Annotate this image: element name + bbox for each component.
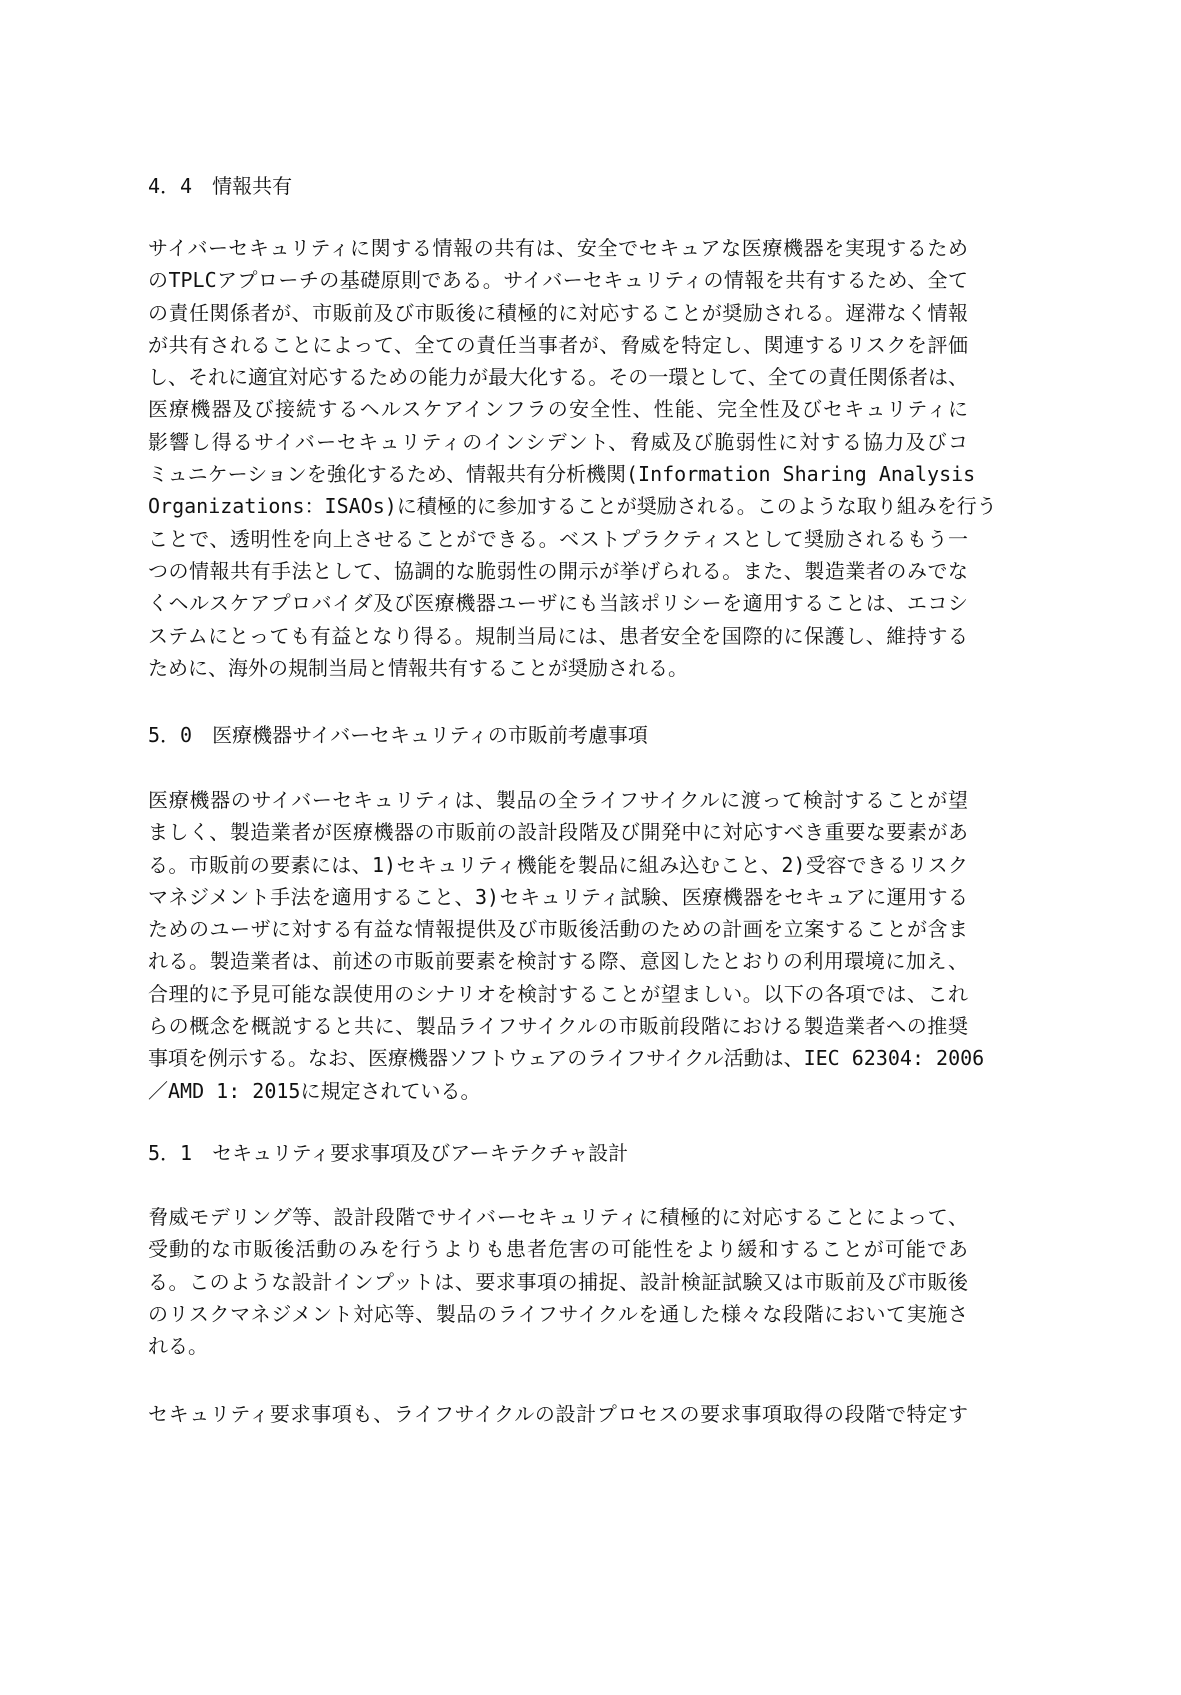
- text-line: し、それに適宜対応するための能力が最大化する。その一環として、全ての責任関係者は、: [148, 365, 968, 390]
- text-line: れる。: [148, 1334, 208, 1359]
- text-line: つの情報共有手法として、協調的な脆弱性の開示が挙げられる。また、製造業者のみでな: [148, 558, 968, 583]
- text-line: ステムにとっても有益となり得る。規制当局には、患者安全を国際的に保護し、維持する: [148, 623, 968, 648]
- text-line: 影響し得るサイバーセキュリティのインシデント、脅威及び脆弱性に対する協力及びコ: [148, 429, 968, 454]
- text-line: らの概念を概説すると共に、製品ライフサイクルの市販前段階における製造業者への推奨: [148, 1014, 968, 1039]
- heading-4-4: 4．4 情報共有: [148, 174, 293, 198]
- text-line: 合理的に予見可能な誤使用のシナリオを検討することが望ましい。以下の各項では、これ: [148, 981, 968, 1006]
- heading-5-0: 5．0 医療機器サイバーセキュリティの市販前考慮事項: [148, 723, 648, 747]
- text-line: ためのユーザに対する有益な情報提供及び市販後活動のための計画を立案することが含ま: [148, 917, 968, 942]
- text-line: れる。製造業者は、前述の市販前要素を検討する際、意図したとおりの利用環境に加え、: [148, 949, 968, 974]
- text-line: のリスクマネジメント対応等、製品のライフサイクルを通した様々な段階において実施さ: [148, 1301, 968, 1326]
- text-line: の責任関係者が、市販前及び市販後に積極的に対応することが奨励される。遅滞なく情報: [148, 300, 968, 325]
- text-line: 受動的な市販後活動のみを行うよりも患者危害の可能性をより緩和することが可能であ: [148, 1237, 968, 1262]
- text-line: ために、海外の規制当局と情報共有することが奨励される。: [148, 655, 688, 680]
- text-line: ミュニケーションを強化するため、情報共有分析機関(Information Sharing Analysis: [148, 462, 976, 487]
- text-line: サイバーセキュリティに関する情報の共有は、安全でセキュアな医療機器を実現するため: [148, 236, 968, 260]
- paragraph-requirements: [148, 1398, 968, 1430]
- text-line: マネジメント手法を適用すること、3)セキュリティ試験、医療機器をセキュアに運用する: [148, 884, 968, 909]
- paragraph-info-sharing: [148, 232, 997, 684]
- text-line: 医療機器のサイバーセキュリティは、製品の全ライフサイクルに渡って検討することが望: [148, 788, 968, 812]
- text-line: 事項を例示する。なお、医療機器ソフトウェアのライフサイクル活動は、IEC 62304: 2006: [148, 1046, 985, 1071]
- text-line: Organizations：ISAOs)に積極的に参加することが奨励される。このような取り組みを行う: [148, 494, 997, 519]
- text-line: 医療機器及び接続するヘルスケアインフラの安全性、性能、完全性及びセキュリティに: [148, 397, 968, 422]
- paragraph-premarket: [148, 784, 985, 1107]
- text-line: 脅威モデリング等、設計段階でサイバーセキュリティに積極的に対応することによって、: [148, 1205, 968, 1229]
- text-line: が共有されることによって、全ての責任当事者が、脅威を特定し、関連するリスクを評価: [148, 332, 968, 357]
- text-line: くヘルスケアプロバイダ及び医療機器ユーザにも当該ポリシーを適用することは、エコシ: [148, 591, 968, 616]
- text-line: セキュリティ要求事項も、ライフサイクルの設計プロセスの要求事項取得の段階で特定す: [148, 1402, 968, 1426]
- text-line: ／AMD 1: 2015に規定されている。: [148, 1078, 481, 1103]
- text-line: ことで、透明性を向上させることができる。ベストプラクティスとして奨励されるもう一: [148, 526, 968, 551]
- paragraph-design: [148, 1201, 968, 1362]
- text-line: のTPLCアプローチの基礎原則である。サイバーセキュリティの情報を共有するため、全て: [148, 268, 968, 293]
- text-line: る。市販前の要素には、1)セキュリティ機能を製品に組み込むこと、2)受容できるリスク: [148, 852, 968, 877]
- text-line: ましく、製造業者が医療機器の市販前の設計段階及び開発中に対応すべき重要な要素があ: [148, 820, 968, 845]
- heading-5-1: 5．1 セキュリティ要求事項及びアーキテクチャ設計: [148, 1141, 629, 1165]
- text-line: る。このような設計インプットは、要求事項の捕捉、設計検証試験又は市販前及び市販後: [148, 1269, 968, 1294]
